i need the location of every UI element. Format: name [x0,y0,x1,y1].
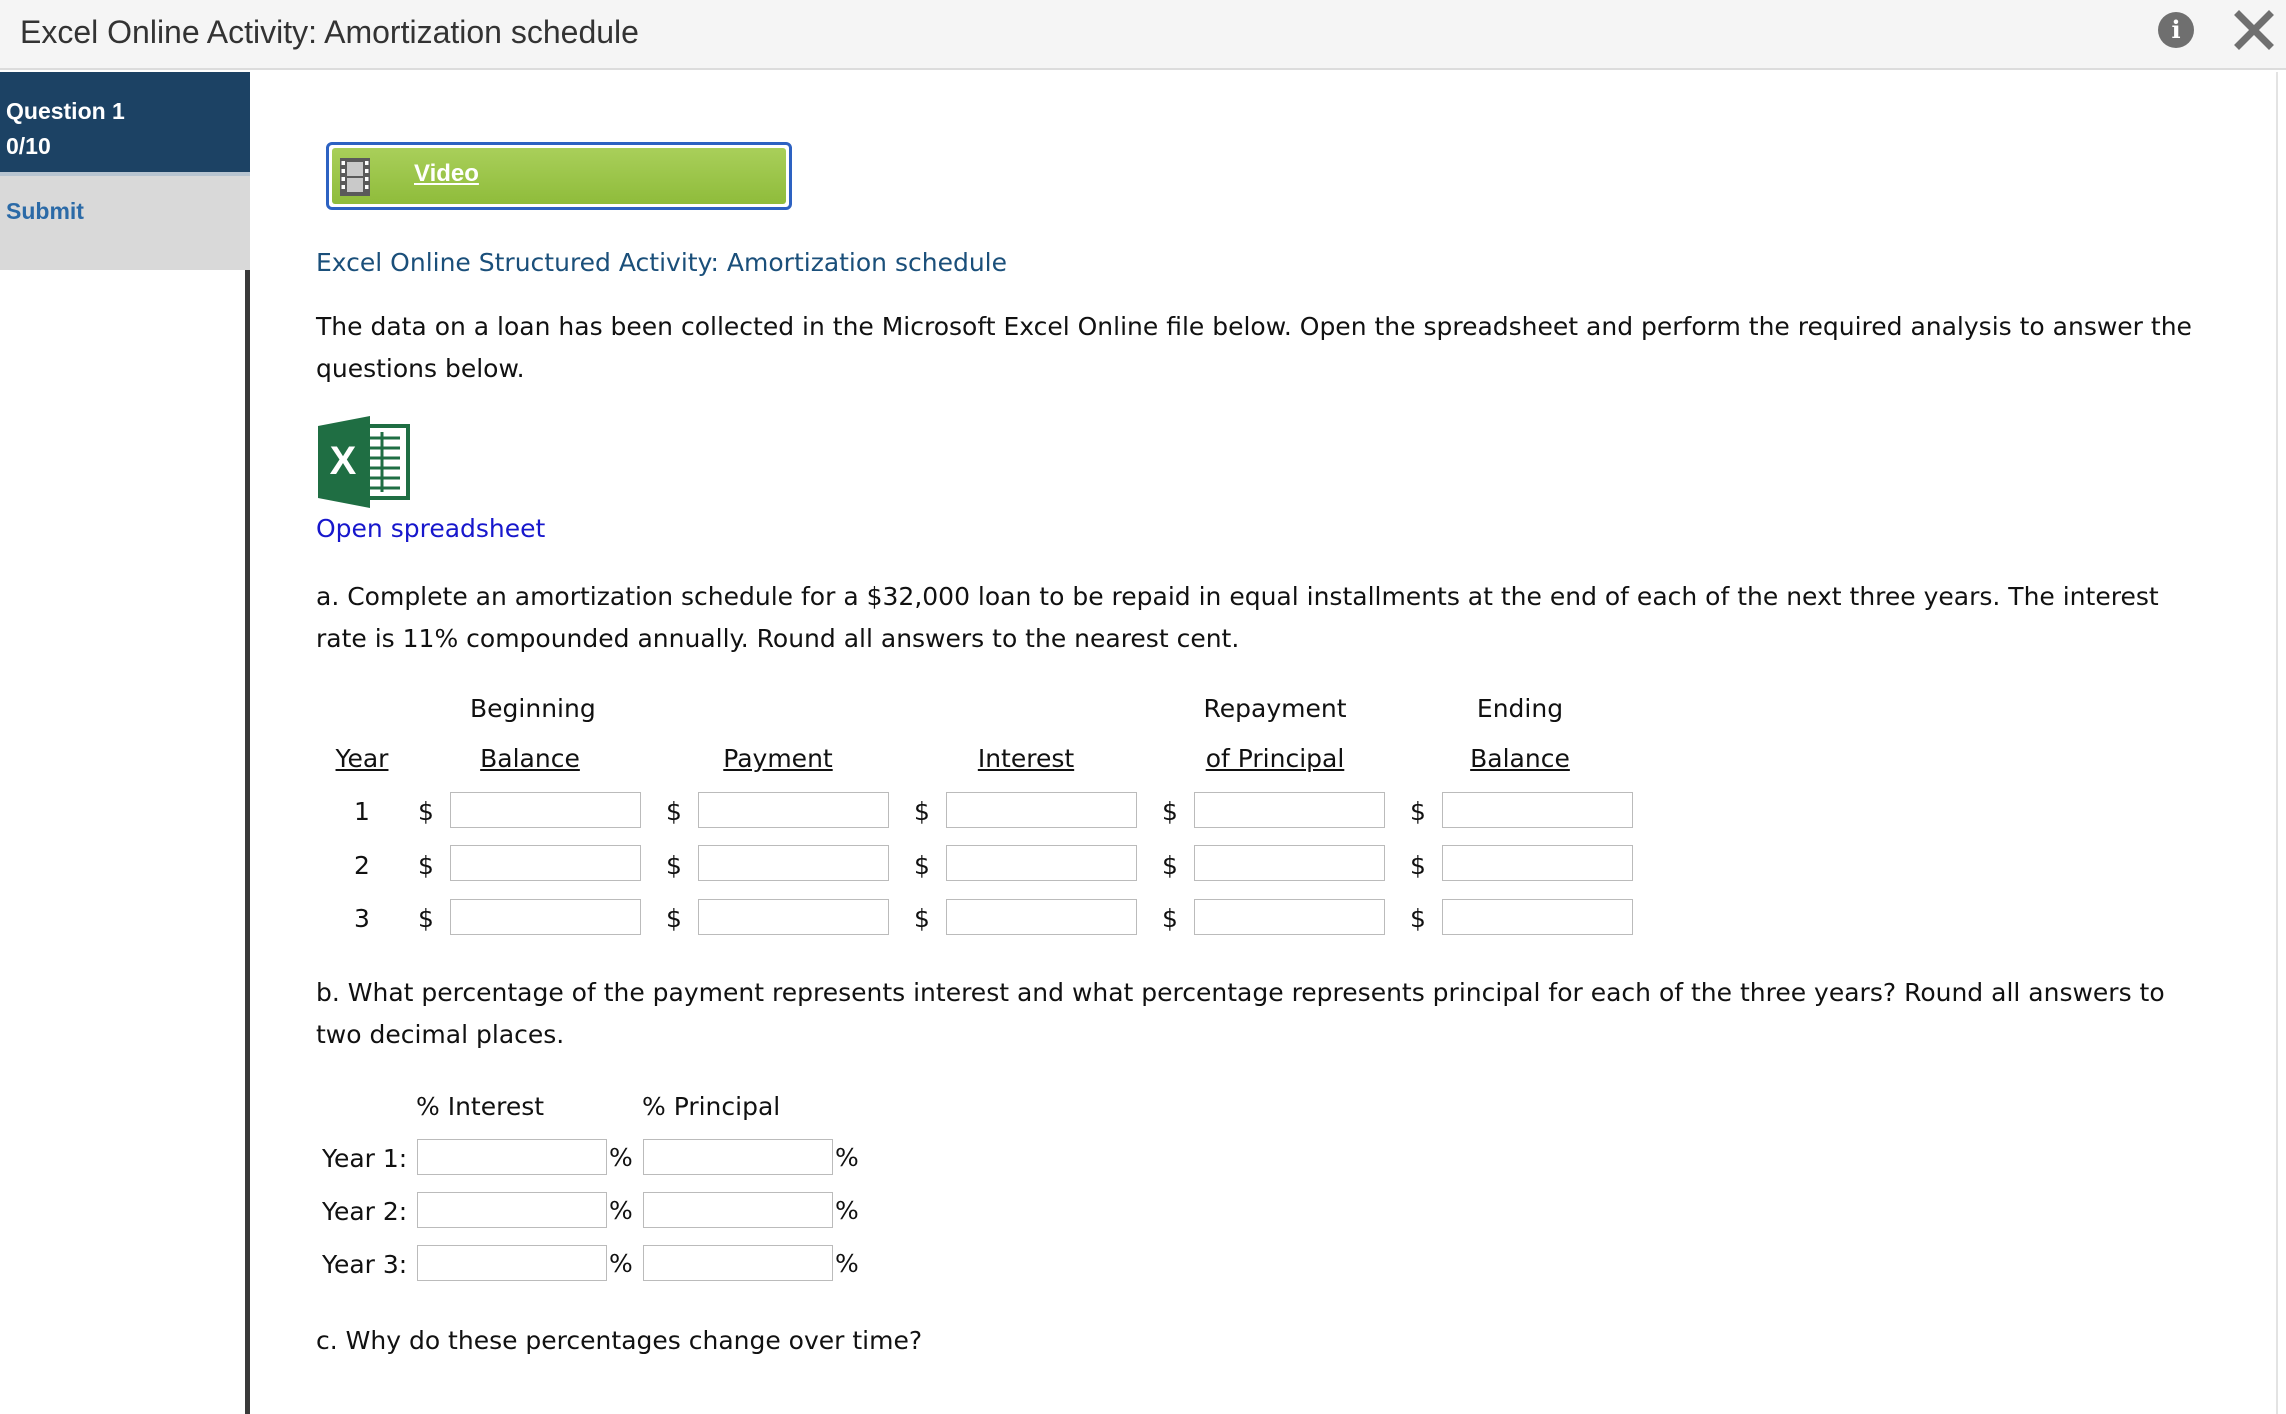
intro-text: The data on a loan has been collected in the Microsoft Excel Online file below. Open the spreadsheet and perform the required analysis to answer the questions below. [316,312,2192,383]
currency-sign: $ [418,797,434,826]
info-icon[interactable]: i [2158,12,2194,48]
currency-sign: $ [914,904,930,933]
year-2-label: Year 2: [322,1197,408,1226]
submit-button[interactable]: Submit [0,172,250,270]
currency-sign: $ [1410,904,1426,933]
header-ending-balance: Balance [1470,744,1570,773]
row-year-2: 2 [354,851,370,880]
header-year: Year [335,744,389,773]
percent-sign: % [609,1143,633,1172]
row-3-interest-input[interactable] [946,899,1137,935]
row-3-ending-balance-input[interactable] [1442,899,1633,935]
video-button[interactable] [326,142,792,210]
excel-icon[interactable] [316,416,412,508]
row-3-payment-input[interactable] [698,899,889,935]
window-title: Excel Online Activity: Amortization schedule [20,14,639,50]
year-2-percent-interest-input[interactable] [417,1192,607,1228]
year-3-percent-interest-input[interactable] [417,1245,607,1281]
currency-sign: $ [666,797,682,826]
currency-sign: $ [666,904,682,933]
year-2-percent-principal-input[interactable] [643,1192,833,1228]
currency-sign: $ [666,851,682,880]
row-year-3: 3 [354,904,370,933]
header-beginning-top: Beginning [470,694,596,723]
header-beginning-balance: Balance [480,744,580,773]
percent-sign: % [609,1249,633,1278]
currency-sign: $ [418,851,434,880]
currency-sign: $ [418,904,434,933]
percent-sign: % [835,1249,859,1278]
currency-sign: $ [914,851,930,880]
currency-sign: $ [1162,904,1178,933]
row-2-interest-input[interactable] [946,845,1137,881]
part-b-text: b. What percentage of the payment represents interest and what percentage represents principal for each of the three years? Round all answers to two decimal places. [316,978,2165,1049]
question-score: 0/10 [6,133,51,159]
row-1-beginning-balance-input[interactable] [450,792,641,828]
header-percent-interest: % Interest [416,1092,545,1121]
percent-sign: % [609,1196,633,1225]
row-3-repayment-input[interactable] [1194,899,1385,935]
currency-sign: $ [1162,851,1178,880]
percent-sign: % [835,1143,859,1172]
part-c-text: c. Why do these percentages change over time? [316,1326,923,1355]
svg-text:X: X [329,439,357,483]
row-year-1: 1 [354,797,370,826]
header-repayment-top: Repayment [1203,694,1347,723]
currency-sign: $ [1410,797,1426,826]
row-2-repayment-input[interactable] [1194,845,1385,881]
row-1-repayment-input[interactable] [1194,792,1385,828]
video-label: Video [414,160,479,187]
year-1-percent-principal-input[interactable] [643,1139,833,1175]
film-icon [340,158,370,196]
header-payment: Payment [723,744,833,773]
year-1-percent-interest-input[interactable] [417,1139,607,1175]
currency-sign: $ [1410,851,1426,880]
row-3-beginning-balance-input[interactable] [450,899,641,935]
header-percent-principal: % Principal [642,1092,781,1121]
row-1-ending-balance-input[interactable] [1442,792,1633,828]
row-2-payment-input[interactable] [698,845,889,881]
open-spreadsheet-link[interactable]: Open spreadsheet [316,514,546,543]
currency-sign: $ [1162,797,1178,826]
header-interest: Interest [977,744,1075,773]
header-ending-top: Ending [1476,694,1564,723]
activity-heading: Excel Online Structured Activity: Amortization schedule [316,248,1008,277]
header-repayment-of-principal: of Principal [1205,744,1345,773]
currency-sign: $ [914,797,930,826]
year-3-percent-principal-input[interactable] [643,1245,833,1281]
year-1-label: Year 1: [322,1144,408,1173]
row-1-payment-input[interactable] [698,792,889,828]
row-2-ending-balance-input[interactable] [1442,845,1633,881]
question-label: Question 1 [6,98,125,124]
row-1-interest-input[interactable] [946,792,1137,828]
year-3-label: Year 3: [322,1250,408,1279]
part-a-text: a. Complete an amortization schedule for a $32,000 loan to be repaid in equal installments at the end of each of the next three years. The interest rate is 11% compounded annually. Round all answers to the nearest cent. [316,582,2159,653]
percent-sign: % [835,1196,859,1225]
row-2-beginning-balance-input[interactable] [450,845,641,881]
